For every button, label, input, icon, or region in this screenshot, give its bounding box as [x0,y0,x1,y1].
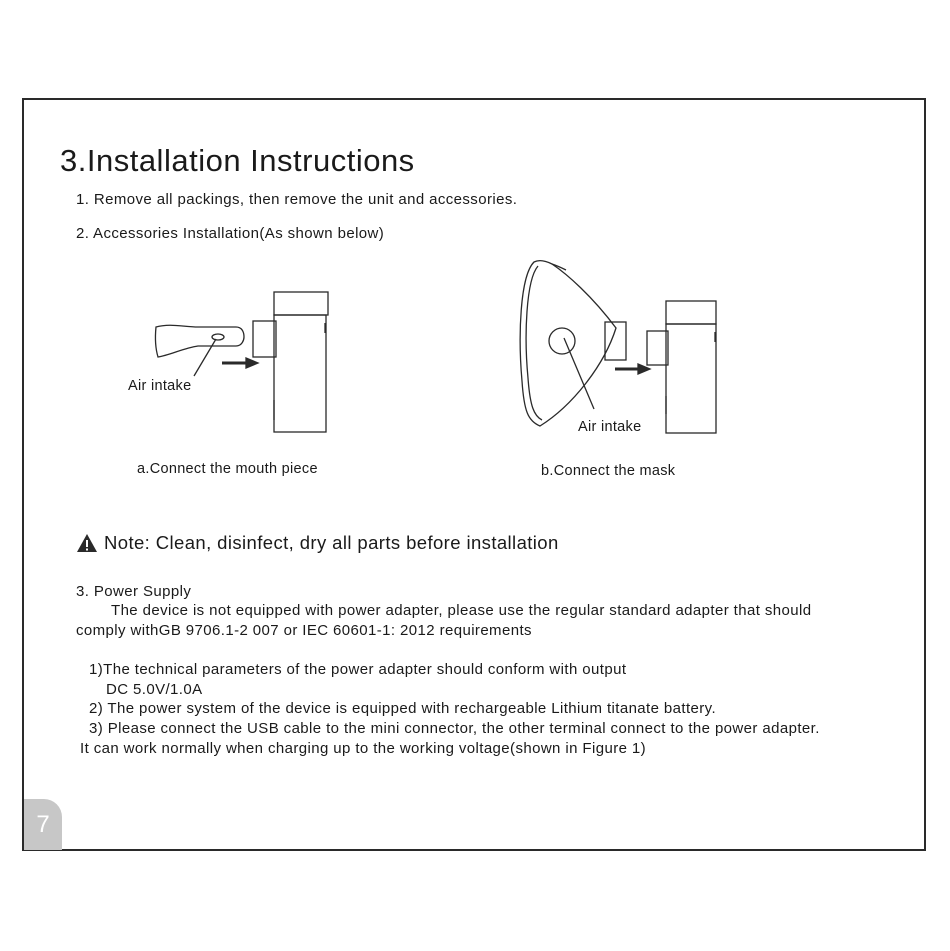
power-item-1-line-2: DC 5.0V/1.0A [106,681,203,698]
note-line [76,532,559,554]
mouthpiece-illustration [155,325,244,376]
figure-a-air-intake-label: Air intake [128,378,192,394]
figure-b-mask-diagram [512,256,732,441]
page-number: 7 [36,811,50,838]
figure-b-caption: b.Connect the mask [541,463,676,479]
power-item-2: 2) The power system of the device is equipped with rechargeable Lithium titanate battery. [89,700,717,717]
power-supply-paragraph-line-2: comply withGB 9706.1-2 007 or IEC 60601-1: 2012 requirements [76,622,532,639]
page-number-tab [24,799,62,850]
note-text: Note: Clean, disinfect, dry all parts before installation [104,532,559,553]
power-item-3-line-2: It can work normally when charging up to the working voltage(shown in Figure 1) [80,740,647,757]
arrow-illustration [222,358,258,368]
nebulizer-unit-illustration [253,292,328,432]
figure-a-caption: a.Connect the mouth piece [137,461,318,477]
figure-a-mouthpiece-diagram [150,285,340,440]
power-supply-paragraph-line-1: The device is not equipped with power adapter, please use the regular standard adapter that should [111,602,812,619]
page-title: 3.Installation Instructions [60,143,415,178]
warning-icon [76,533,98,553]
arrow-illustration [615,364,650,374]
step-2-text: 2. Accessories Installation(As shown below) [76,225,385,242]
power-item-3-line-1: 3) Please connect the USB cable to the mini connector, the other terminal connect to the power adapter. [89,720,820,737]
mask-illustration [520,261,626,426]
step-1-text: 1. Remove all packings, then remove the unit and accessories. [76,191,518,208]
power-supply-heading: 3. Power Supply [76,583,192,600]
power-item-1-line-1: 1)The technical parameters of the power adapter should conform with output [89,661,627,678]
nebulizer-unit-illustration [647,301,716,433]
figure-b-air-intake-label: Air intake [578,419,642,435]
